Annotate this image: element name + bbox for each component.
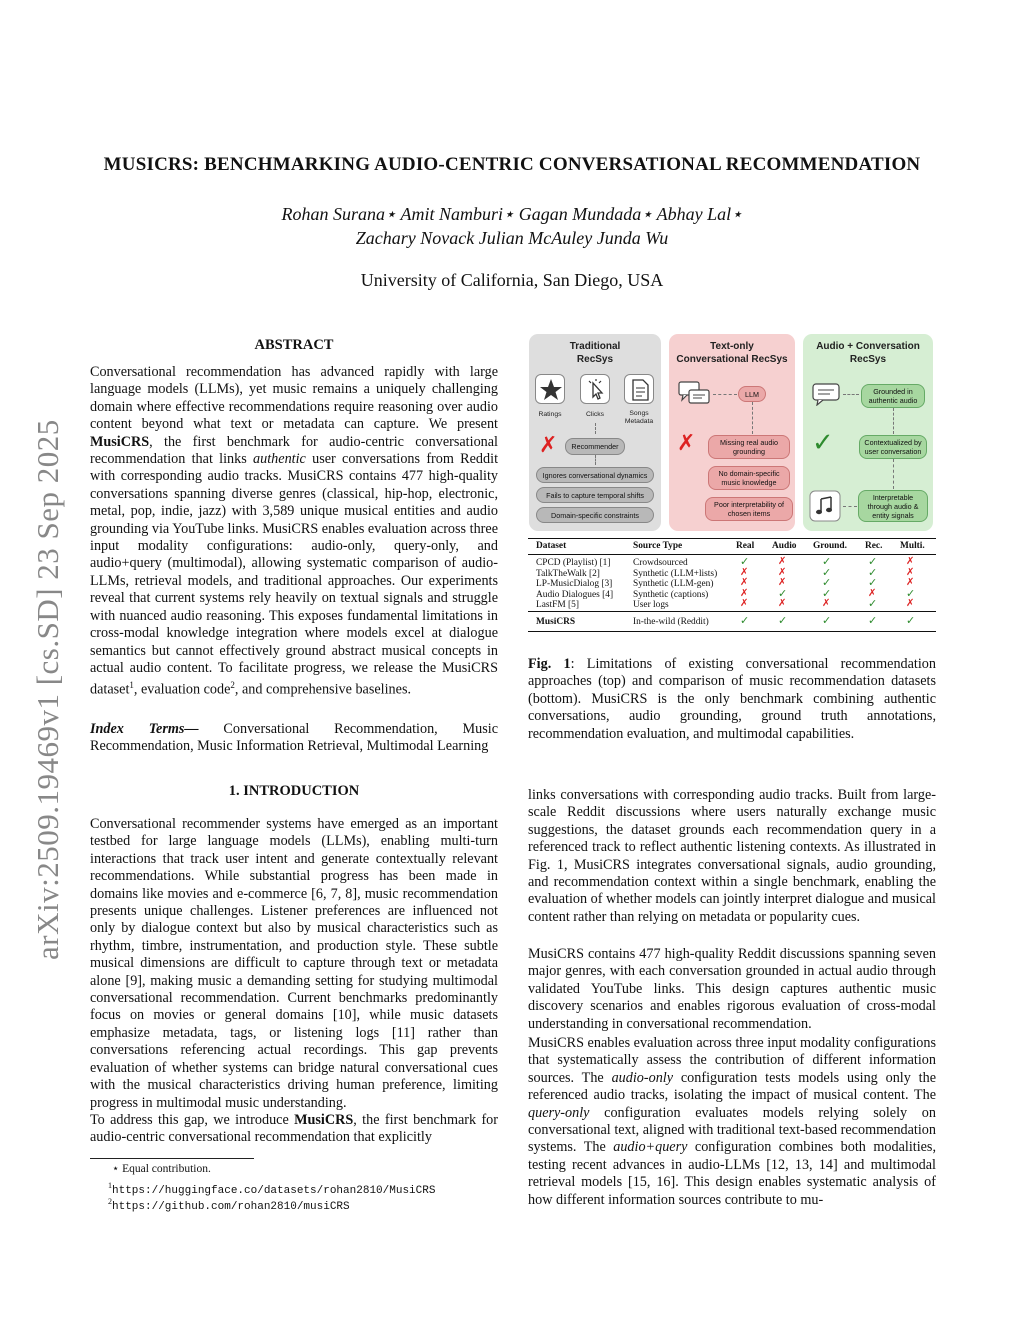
cross-icon: ✗ [539, 433, 558, 458]
intro-paragraph-1: Conversational recommender systems have emerged as an important testbed for large language models (LLMs), enabling multi-turn interactions that track user intent and generate contextually relevant recommendations. While substantial progress has been made in domains like movies and e-commerce [6, 7, 8], music recommendation presents unique challenges. Listener preferences are influenced not only by dialogue context but also by musical characteristics such as rhythm, timbre, instrumentation, and production style. These subtle musical dimensions are difficult to capture through text or metadata alone [9], making music a demanding setting for studying multimodal conversational recommendation. Current benchmarks predominantly focus on movies or general domains [10], while music datasets emphasize metadata, tags, or listening logs [11] rather than conversations referencing actual recordings. This gap prevents evaluation of whether systems can bridge natural conversational cues with the musical characteristics driving human preference, limiting progress in multimodal music understanding. [90, 816, 498, 1111]
check-mark: ✓ [740, 555, 750, 568]
check-mark: ✓ [822, 565, 832, 579]
check-mark: ✓ [868, 565, 878, 579]
intro-paragraph-2: To address this gap, we introduce MusiCRS, the first benchmark for audio-centric conversational recommendation that explicitly [90, 1112, 498, 1146]
check-mark: ✓ [740, 614, 750, 627]
cross-mark: ✗ [740, 577, 749, 588]
check-mark: ✓ [868, 614, 878, 627]
table-row-name: LP-MusicDialog [3] [536, 579, 613, 589]
music-note-icon [809, 490, 841, 522]
icon-label-songs-metadata: Songs Metadata [624, 410, 654, 425]
intro-heading: 1. INTRODUCTION [228, 783, 360, 799]
check-mark: ✓ [822, 586, 832, 600]
check-mark: ✓ [868, 576, 878, 589]
table-row-source: Synthetic (captions) [633, 589, 709, 600]
index-terms: Index Terms— Conversational Recommendation, Music Recommendation, Music Information Retrieval, Multimodal Learning [90, 721, 498, 755]
table-row-source: Crowdsourced [633, 558, 688, 568]
right-paragraph-1: links conversations with corresponding audio tracks. Built from large-scale Reddit discussions where users naturally exchange music suggestions, the dataset grounds each recommendation query in a referenced track to reflect authentic listening contexts. As illustrated in Fig. 1, MusiCRS integrates conversational signals, audio grounding, and recommendation context within a single benchmark, enabling the evaluation of whether models can jointly interpret dialogue and musical content rather than relying on metadata or popularity cues. [528, 787, 936, 925]
check-mark: ✓ [778, 614, 788, 627]
cross-icon: ✗ [677, 431, 696, 456]
table-header-rec: Rec. [865, 541, 883, 551]
table-header-audio: Audio [772, 541, 797, 551]
authors-line-1: Rohan Surana⋆ Amit Namburi⋆ Gagan Mundada⋆ Abhay Lal⋆ [281, 204, 743, 224]
cross-mark: ✗ [906, 577, 915, 588]
issue-2: No domain-specific music knowledge [708, 466, 790, 490]
panel-text-only-title: Text-only Conversational RecSys [676, 341, 788, 365]
abstract-heading: ABSTRACT [254, 337, 334, 353]
icon-label-ratings: Ratings [538, 411, 562, 418]
cross-mark: ✗ [906, 556, 915, 567]
issue-2: Fails to capture temporal shifts [536, 487, 654, 503]
star-icon [535, 374, 565, 404]
footnote-1: $^1$https://huggingface.co/datasets/rohan2810/MusiCRS [108, 1181, 436, 1197]
feature-3: Interpretable through audio & entity signals [858, 490, 928, 522]
check-mark: ✓ [822, 555, 832, 568]
table-row-name: LastFM [5] [536, 600, 579, 610]
cross-mark: ✗ [906, 566, 915, 578]
footnote-1-link[interactable]: https://huggingface.co/datasets/rohan2810/MusiCRS [112, 1184, 436, 1197]
table-row-musicrs-source: In-the-wild (Reddit) [633, 617, 709, 627]
figure-caption: Fig. 1: Limitations of existing conversational recommendation approaches (top) and comparison of music recommendation datasets (bottom). MusiCRS is the only benchmark combining authentic conversations, audio grounding, ground truth annotations, recommendation evaluation, and multimodal capabilities. [528, 656, 936, 742]
recommender-node: Recommender [565, 438, 625, 455]
footnote-rule [90, 1158, 254, 1159]
panel-traditional-title: Traditional RecSys [569, 341, 621, 365]
footnote-star: ⋆ Equal contribution. [112, 1163, 211, 1175]
panel-traditional-recsys [529, 334, 661, 531]
cross-mark: ✗ [906, 598, 915, 609]
cross-mark: ✗ [740, 598, 749, 609]
feature-1: Grounded in authentic audio [861, 384, 925, 408]
panel-audio-title: Audio + Conversation RecSys [816, 341, 920, 365]
table-header-dataset: Dataset [536, 541, 567, 551]
issue-1: Ignores conversational dynamics [536, 467, 654, 483]
document-icon [624, 374, 654, 404]
table-header-real: Real [736, 541, 755, 551]
right-paragraph-2: MusiCRS contains 477 high-quality Reddit discussions spanning seven major genres, with each conversation grounded in actual audio through validated YouTube links. This design captures authentic music discovery scenarios and enables rigorous evaluation of cross-modal understanding in conversational recommendation. [528, 946, 936, 1032]
chat-icon [677, 380, 711, 408]
feature-2: Contextualized by user conversation [859, 435, 927, 459]
message-icon [811, 382, 841, 406]
check-mark: ✓ [822, 614, 832, 627]
llm-node: LLM [738, 386, 766, 402]
check-mark: ✓ [822, 576, 832, 589]
paper-title: MUSICRS: BENCHMARKING AUDIO-CENTRIC CONVERSATIONAL RECOMMENDATION [103, 154, 921, 175]
check-mark: ✓ [868, 555, 878, 568]
check-mark: ✓ [778, 586, 788, 600]
right-paragraph-3: MusiCRS enables evaluation across three input modality configurations that systematically assess the contribution of different information sources. The audio-only configuration tests models using only the referenced audio tracks, isolating the impact of musical content. The query-only configuration evaluates models relying solely on conversational text, aligned with traditional text-based recommendation systems. The audio+query configuration combines both modalities, testing recent advances in audio-LLMs [12, 13, 14] and multimodal retrieval models [15, 16]. This design enables systematic analysis of how different information sources contribute to mu- [528, 1035, 937, 1208]
panel-audio-conversation-recsys [803, 334, 933, 531]
table-row-source: Synthetic (LLM-gen) [633, 579, 714, 589]
cross-mark: ✗ [778, 566, 787, 578]
click-icon [580, 374, 610, 404]
table-row-source: Synthetic (LLM+lists) [633, 568, 718, 579]
check-icon: ✓ [812, 428, 834, 458]
cross-mark: ✗ [740, 587, 749, 599]
table-row-name: CPCD (Playlist) [1] [536, 558, 611, 568]
check-mark: ✓ [868, 597, 878, 610]
table-header-multi: Multi. [900, 541, 925, 551]
table-row-name: TalkTheWalk [2] [536, 568, 600, 579]
table-row-source: User logs [633, 600, 669, 610]
arxiv-stamp: arXiv:2509.19469v1 [cs.SD] 23 Sep 2025 [30, 419, 65, 960]
cross-mark: ✗ [740, 566, 749, 578]
check-mark: ✓ [906, 614, 916, 627]
issue-3: Domain-specific constraints [536, 507, 654, 523]
footnote-2: $^2$https://github.com/rohan2810/musiCRS [108, 1197, 350, 1213]
cross-mark: ✗ [778, 556, 787, 567]
table-header-ground: Ground. [813, 541, 847, 551]
panel-text-only-recsys [669, 334, 795, 531]
icon-label-clicks: Clicks [585, 411, 605, 418]
cross-mark: ✗ [822, 598, 831, 609]
issue-3: Poor interpretability of chosen items [705, 497, 793, 521]
cross-mark: ✗ [778, 577, 787, 588]
affiliation: University of California, San Diego, USA [360, 270, 664, 290]
check-mark: ✓ [906, 586, 916, 600]
table-header-source: Source Type [633, 541, 683, 551]
cross-mark: ✗ [868, 587, 877, 599]
table-row-musicrs-name: MusiCRS [536, 617, 576, 627]
issue-1: Missing real audio grounding [708, 435, 790, 459]
footnote-2-link[interactable]: https://github.com/rohan2810/musiCRS [112, 1200, 350, 1213]
cross-mark: ✗ [778, 598, 787, 609]
abstract-text: Conversational recommendation has advanced rapidly with large language models (LLMs), yet music remains a uniquely challenging domain where effective recommendations require reasoning over audio content beyond what text or metadata can capture. We present MusiCRS, the first benchmark for audio-centric conversational recommendation that links authentic user conversations from Reddit with corresponding audio tracks. MusiCRS contains 477 high-quality conversations spanning diverse genres (classical, hip-hop, electronic, metal, pop, indie, jazz) with 3,589 unique musical entities and audio grounding via YouTube links. MusiCRS enables evaluation across three input modality configurations: audio-only, query-only, and audio+query (multimodal), allowing systematic comparison of audio-LLMs, retrieval models, and traditional approaches. Our experiments reveal that current systems rely heavily on textual signals and struggle with nuanced audio reasoning. This exposes fundamental limitations in cross-modal knowledge integration where models excel at dialogue semantics but cannot effectively ground abstract musical concepts in actual audio content. To facilitate progress, we release the MusiCRS dataset$^1$, evaluation code$^2$, and comprehensive baselines. [90, 364, 499, 699]
table-row-name: Audio Dialogues [4] [536, 589, 614, 600]
authors-line-2: Zachary Novack Julian McAuley Junda Wu [355, 228, 669, 248]
